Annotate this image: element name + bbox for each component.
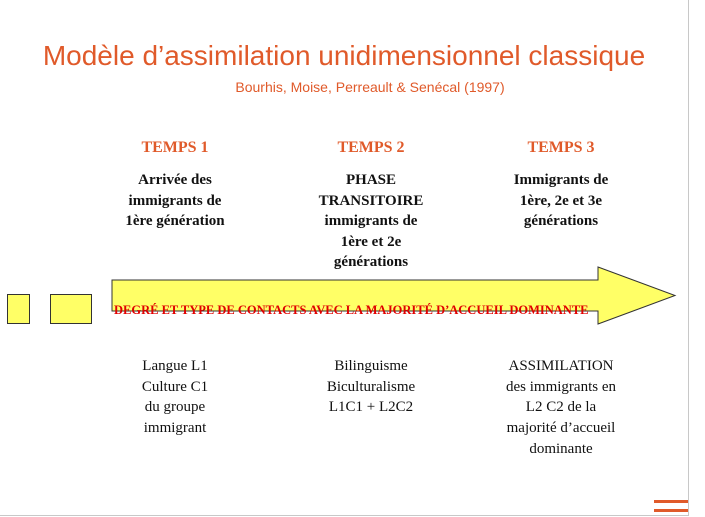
- description-line: générations: [523, 213, 599, 229]
- temps-1-heading: TEMPS 1: [141, 139, 209, 156]
- outcome-line: immigrant: [143, 420, 207, 437]
- description-line: 1ère et 2e: [340, 233, 402, 250]
- description-line: générations: [333, 254, 409, 270]
- small-square-block: [7, 294, 30, 324]
- outcome-line: dominante: [529, 440, 593, 457]
- slide-title: Modèle d’assimilation unidimensionnel classique: [42, 40, 646, 71]
- description-line: 1ère génération: [125, 213, 225, 229]
- temps-3-outcome: [476, 356, 646, 460]
- description-line: PHASE: [345, 172, 396, 188]
- outcome-line: Langue L1: [142, 358, 208, 374]
- outcome-line: des immigrants en: [506, 378, 616, 395]
- description-line: immigrants de: [324, 213, 418, 229]
- description-line: 1ère, 2e et 3e: [519, 192, 603, 209]
- outcome-line: majorité d’accueil: [506, 420, 616, 437]
- outcome-line: Bilinguisme: [334, 358, 408, 374]
- temps-3-heading: TEMPS 3: [527, 139, 595, 156]
- temps-3-description: [476, 170, 646, 232]
- arrow-label: DEGRÉ ET TYPE DE CONTACTS AVEC LA MAJORITÉ D’ACCUEIL DOMINANTE: [114, 303, 589, 317]
- description-line: TRANSITOIRE: [318, 192, 424, 209]
- outcome-line: ASSIMILATION: [508, 358, 614, 374]
- outcome-line: Culture C1: [141, 378, 209, 395]
- temps-2-description: [286, 170, 456, 273]
- outcome-line: L1C1 + L2C2: [328, 399, 414, 416]
- outcome-line: L2 C2 de la: [525, 399, 597, 416]
- medium-square-block: [50, 294, 92, 324]
- description-line: Arrivée des: [138, 172, 212, 188]
- corner-decoration-bar: [654, 500, 688, 503]
- outcome-line: Biculturalisme: [326, 378, 416, 395]
- description-line: immigrants de: [128, 192, 222, 209]
- outcome-line: du groupe: [144, 399, 206, 416]
- temps-1-outcome: [90, 356, 260, 439]
- temps-2-outcome: [286, 356, 456, 418]
- temps-2-heading: TEMPS 2: [337, 139, 405, 156]
- description-line: Immigrants de: [513, 172, 609, 188]
- corner-decoration-bar: [654, 509, 688, 512]
- temps-1-description: [90, 170, 260, 232]
- slide-subtitle: Bourhis, Moise, Perreault & Senécal (1997): [235, 79, 505, 95]
